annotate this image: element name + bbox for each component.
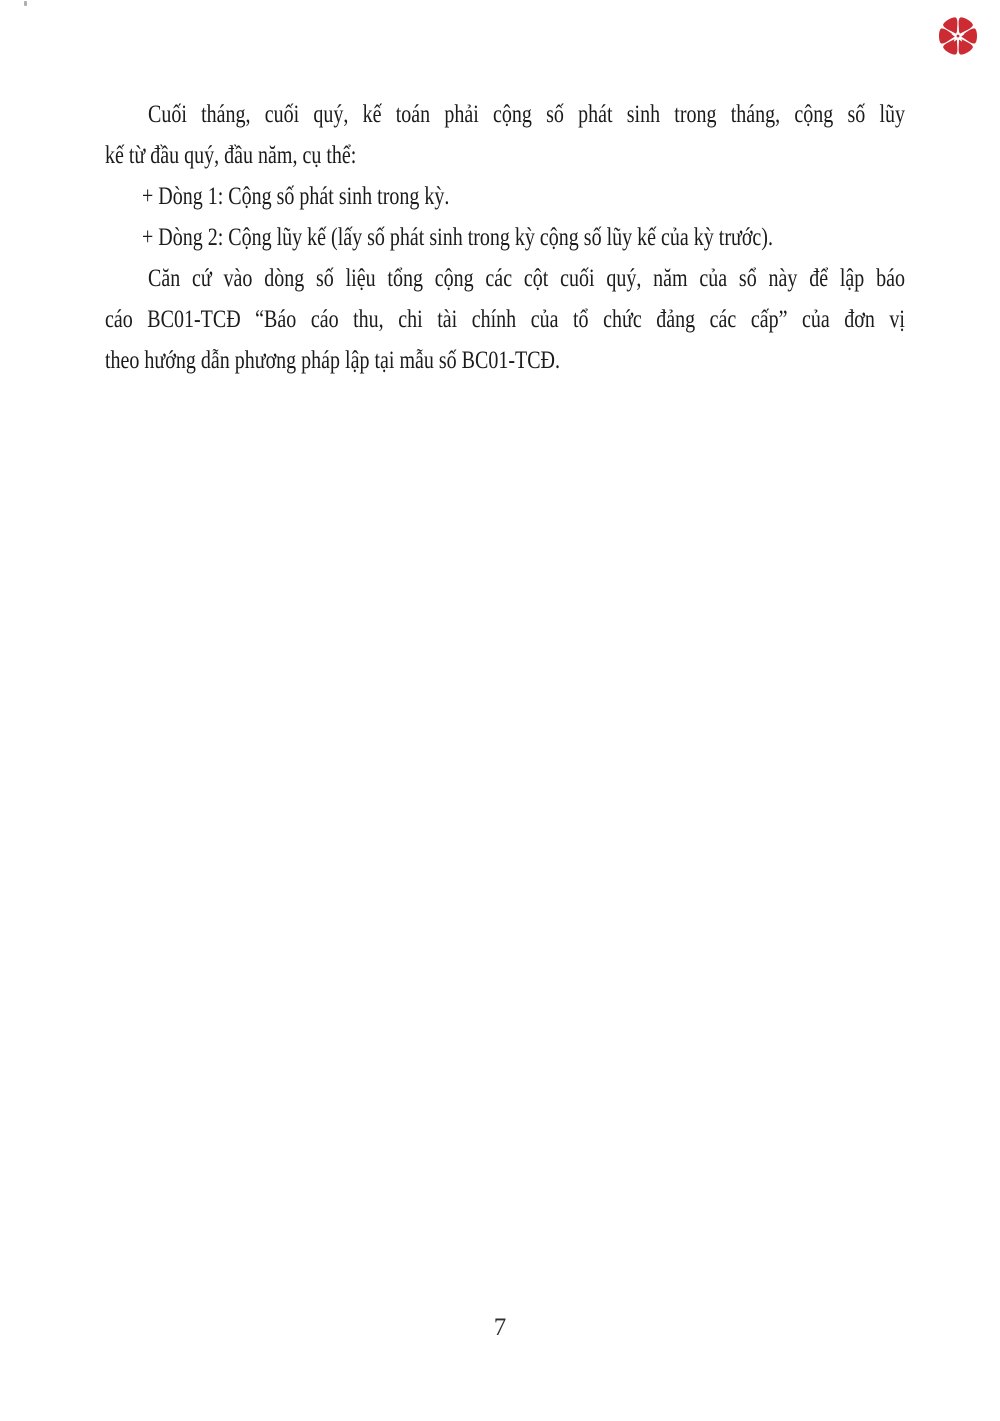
paragraph-dong-1: [105, 176, 905, 217]
page-number: 7: [493, 1314, 507, 1341]
paragraph-intro: [105, 94, 905, 176]
text-line: Căn cứ vào dòng số liệu tổng cộng các cột cuối quý, năm của sổ này để lập báo: [148, 264, 905, 293]
flower-center-dot: [957, 35, 960, 38]
text-line: theo hướng dẫn phương pháp lập tại mẫu số BC01-TCĐ.: [105, 346, 560, 375]
text-line: + Dòng 1: Cộng số phát sinh trong kỳ.: [142, 182, 450, 211]
text-line: kế từ đầu quý, đầu năm, cụ thể:: [105, 141, 357, 170]
body-text: [105, 94, 905, 381]
paragraph-dong-2: [105, 217, 905, 258]
text-line: cáo BC01-TCĐ “Báo cáo thu, chi tài chính của tổ chức đảng các cấp” của đơn vị: [105, 305, 905, 334]
red-flower-icon: [939, 17, 977, 55]
paragraph-can-cu: [105, 258, 905, 381]
text-line: + Dòng 2: Cộng lũy kế (lấy số phát sinh trong kỳ cộng số lũy kế của kỳ trước).: [142, 223, 773, 252]
scan-artifact-mark: [24, 1, 27, 6]
text-line: Cuối tháng, cuối quý, kế toán phải cộng số phát sinh trong tháng, cộng số lũy: [148, 100, 905, 129]
